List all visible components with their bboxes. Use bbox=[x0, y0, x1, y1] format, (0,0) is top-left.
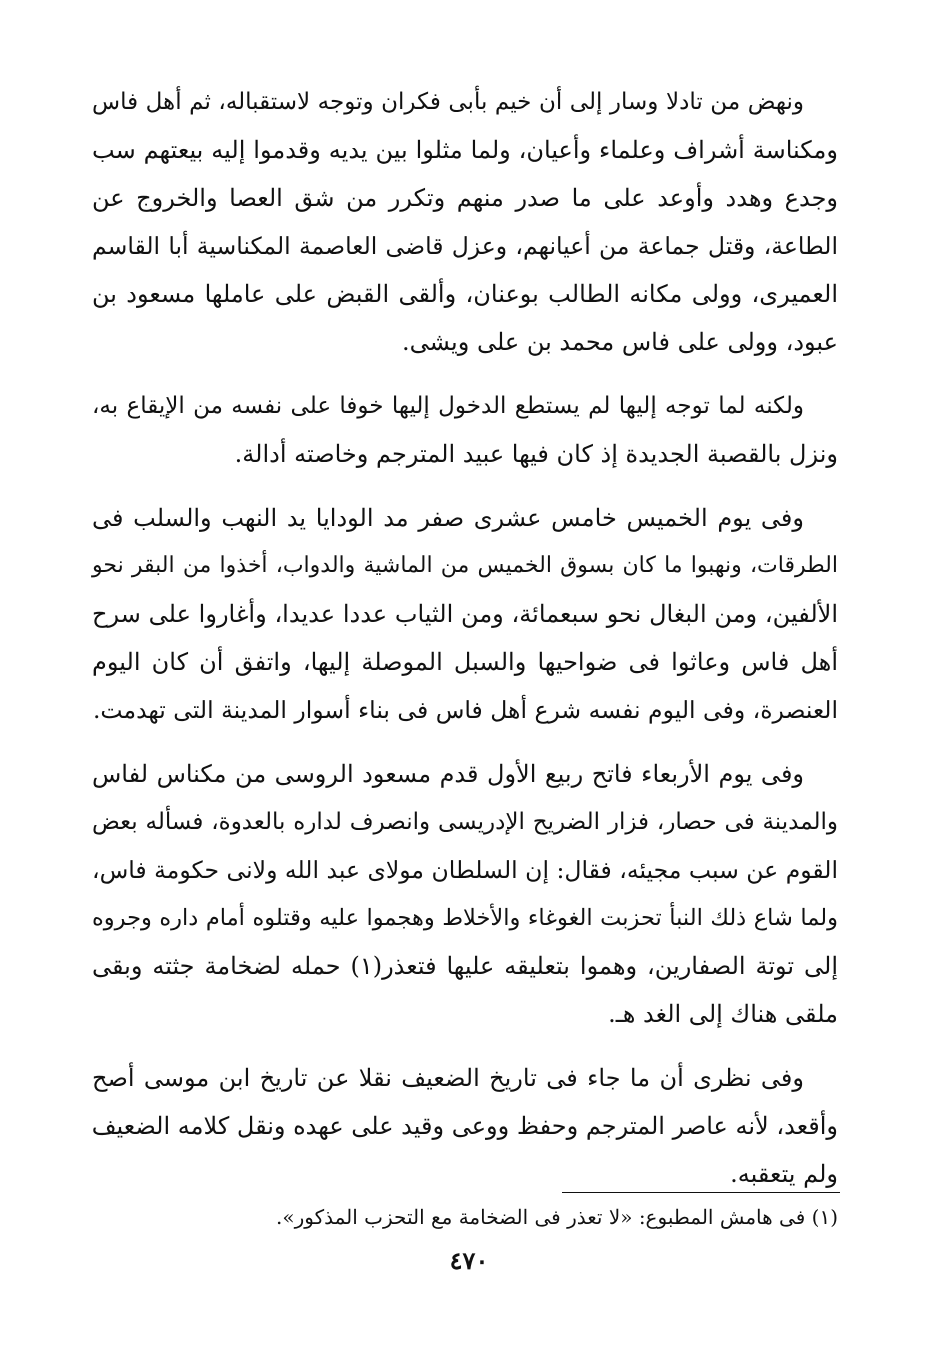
main-text-block bbox=[92, 78, 838, 1214]
text-line: ملقى هناك إلى الغد هـ. bbox=[608, 1000, 838, 1028]
footnote-divider bbox=[562, 1192, 840, 1193]
paragraph-4 bbox=[92, 750, 838, 1038]
text-line: الطرقات، ونهبوا ما كان بسوق الخميس من الماشية والدواب، أخذوا من البقر نحو bbox=[92, 553, 838, 578]
paragraph-1 bbox=[92, 78, 838, 366]
text-line: وأقعد، لأنه عاصر المترجم وحفظ ووعى وقيد على عهده ونقل كلامه الضعيف bbox=[91, 1112, 838, 1140]
text-line: القوم عن سبب مجيئه، فقال: إن السلطان مولاى عبد الله ولانى حكومة فاس، bbox=[92, 856, 838, 884]
text-line: عبود، وولى على فاس محمد بن على ويشى. bbox=[402, 328, 838, 356]
text-line: وفى نظرى أن ما جاء فى تاريخ الضعيف نقلا عن تاريخ ابن موسى أصح bbox=[92, 1064, 804, 1092]
text-line: العنصرة، وفى اليوم نفسه شرع أهل فاس فى بناء أسوار المدينة التى تهدمت. bbox=[92, 696, 838, 724]
text-line: ومكناسة أشراف وعلماء وأعيان، ولما مثلوا بين يديه وقدموا إليه بيعتهم سب bbox=[92, 136, 838, 164]
text-line: ونهض من تادلا وسار إلى أن خيم بأبى فكران وتوجه لاستقباله، ثم أهل فاس bbox=[92, 89, 804, 115]
text-line: العميرى، وولى مكانه الطالب بوعنان، وألقى القبض على عاملها مسعود بن bbox=[92, 280, 838, 308]
footnote: (١) فى هامش المطبوع: «لا تعذر فى الضخامة مع التحزب المذكور». bbox=[276, 1205, 838, 1229]
text-line: وجدع وهدد وأوعد على ما صدر منهم وتكرر من شق العصا والخروج عن bbox=[92, 184, 838, 212]
text-line: ونزل بالقصبة الجديدة إذ كان فيها عبيد المترجم وخاصته أدالة. bbox=[234, 440, 838, 468]
text-line: ولما شاع ذلك النبأ تحزبت الغوغاء والأخلاط وهجموا عليه وقتلوه أمام داره وجروه bbox=[92, 905, 838, 931]
page-number: ٤٧٠ bbox=[449, 1246, 489, 1275]
text-line: أهل فاس وعاثوا فى ضواحيها والسبل الموصلة إليها، واتفق أن كان اليوم bbox=[92, 648, 838, 676]
text-line: والمدينة فى حصار، فزار الضريح الإدريسى وانصرف لداره بالعدوة، فسأله بعض bbox=[92, 809, 838, 835]
text-line: وفى يوم الخميس خامس عشرى صفر مد الودايا يد النهب والسلب فى bbox=[92, 504, 804, 532]
text-line: ولم يتعقبه. bbox=[730, 1160, 838, 1188]
paragraph-5 bbox=[92, 1054, 838, 1198]
text-line: ولكنه لما توجه إليها لم يستطع الدخول إليها خوفا على نفسه من الإيقاع به، bbox=[92, 393, 804, 419]
text-line: إلى توتة الصفارين، وهموا بتعليقه عليها فتعذر(١) حمله لضخامة جثته وبقى bbox=[92, 952, 838, 980]
text-line: الألفين، ومن البغال نحو سبعمائة، ومن الثياب عددا عديدا، وأغاروا على سرح bbox=[92, 600, 838, 628]
paragraph-2 bbox=[92, 382, 838, 478]
text-line: الطاعة، وقتل جماعة من أعيانهم، وعزل قاضى العاصمة المكناسية أبا القاسم bbox=[92, 232, 838, 260]
text-line: وفى يوم الأربعاء فاتح ربيع الأول قدم مسعود الروسى من مكناس لفاس bbox=[92, 760, 805, 788]
paragraph-3 bbox=[92, 494, 838, 734]
